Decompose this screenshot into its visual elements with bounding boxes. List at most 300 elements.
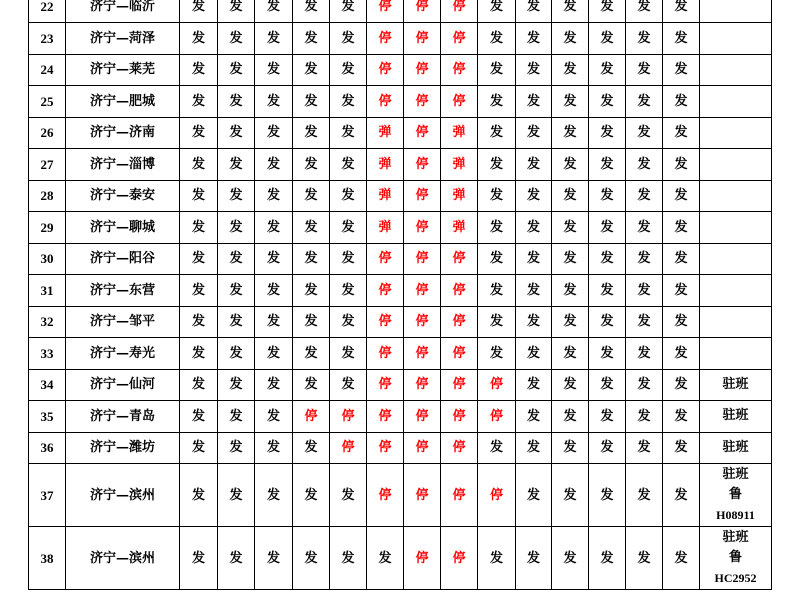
status-cell-depart: 发 [218,0,255,23]
status-cell-depart: 发 [663,243,700,275]
status-cell-stop: 停 [441,527,478,590]
table-row [29,275,772,307]
status-cell-stop: 停 [441,464,478,527]
remark-cell [700,117,772,149]
status-cell-depart: 发 [293,180,330,212]
status-cell-depart: 发 [626,117,663,149]
status-cell-stop: 停 [404,369,441,401]
status-cell-stop: 停 [367,401,404,433]
remark-cell [700,243,772,275]
status-cell-stop: 停 [404,149,441,181]
status-cell-depart: 发 [218,212,255,244]
status-cell-flexible: 弹 [367,149,404,181]
status-cell-depart: 发 [255,54,293,86]
status-cell-depart: 发 [552,0,589,23]
status-cell-depart: 发 [293,149,330,181]
status-cell-depart: 发 [663,432,700,464]
status-cell-depart: 发 [293,117,330,149]
status-cell-depart: 发 [293,54,330,86]
status-cell-depart: 发 [516,306,552,338]
status-cell-depart: 发 [180,527,218,590]
status-cell-depart: 发 [626,338,663,370]
status-cell-stop: 停 [441,86,478,118]
remark-text: 驻班 [722,530,749,545]
plate-prefix: 鲁 [728,487,742,502]
status-cell-flexible: 弹 [367,117,404,149]
status-cell-depart: 发 [218,306,255,338]
status-cell-depart: 发 [552,180,589,212]
status-cell-depart: 发 [589,401,626,433]
status-cell-depart: 发 [626,527,663,590]
table-row [29,369,772,401]
row-number: 23 [29,23,66,55]
remark-cell [700,0,772,23]
status-cell-depart: 发 [516,464,552,527]
status-cell-depart: 发 [663,306,700,338]
status-cell-flexible: 弹 [367,180,404,212]
status-cell-depart: 发 [516,338,552,370]
status-cell-depart: 发 [516,180,552,212]
status-cell-depart: 发 [218,527,255,590]
status-cell-depart: 发 [516,243,552,275]
remark-cell [700,86,772,118]
row-number: 36 [29,432,66,464]
remark-text: 驻班 [722,376,749,392]
status-cell-stop: 停 [404,401,441,433]
status-cell-depart: 发 [330,212,367,244]
route-name: 济宁—阳谷 [66,243,180,275]
remark-cell [700,54,772,86]
status-cell-depart: 发 [552,149,589,181]
route-name: 济宁—泰安 [66,180,180,212]
status-cell-depart: 发 [626,432,663,464]
status-cell-stop: 停 [441,432,478,464]
status-cell-stop: 停 [367,243,404,275]
status-cell-stop: 停 [404,306,441,338]
row-number: 26 [29,117,66,149]
remark-cell [700,306,772,338]
status-cell-depart: 发 [330,527,367,590]
status-cell-stop: 停 [367,464,404,527]
status-cell-depart: 发 [516,54,552,86]
remark-cell [700,527,772,590]
row-number: 29 [29,212,66,244]
status-cell-depart: 发 [293,432,330,464]
status-cell-depart: 发 [180,243,218,275]
status-cell-depart: 发 [478,306,516,338]
route-name: 济宁—滨州 [66,464,180,527]
status-cell-depart: 发 [180,180,218,212]
status-cell-depart: 发 [663,338,700,370]
status-cell-stop: 停 [404,243,441,275]
status-cell-depart: 发 [552,432,589,464]
status-cell-depart: 发 [218,243,255,275]
status-cell-depart: 发 [552,401,589,433]
status-cell-stop: 停 [367,23,404,55]
status-cell-depart: 发 [516,86,552,118]
remark-cell [700,180,772,212]
status-cell-depart: 发 [552,86,589,118]
status-cell-stop: 停 [404,275,441,307]
status-cell-depart: 发 [552,527,589,590]
status-cell-depart: 发 [663,527,700,590]
status-cell-stop: 停 [404,117,441,149]
status-cell-depart: 发 [516,401,552,433]
row-number: 28 [29,180,66,212]
table-row [29,432,772,464]
status-cell-depart: 发 [663,275,700,307]
status-cell-flexible: 弹 [441,149,478,181]
status-cell-depart: 发 [626,54,663,86]
status-cell-depart: 发 [478,275,516,307]
remark-cell [700,401,772,433]
status-cell-depart: 发 [255,527,293,590]
row-number: 38 [29,527,66,590]
status-cell-stop: 停 [478,369,516,401]
status-cell-depart: 发 [589,180,626,212]
route-name: 济宁—莱芜 [66,54,180,86]
status-cell-depart: 发 [626,0,663,23]
status-cell-depart: 发 [255,243,293,275]
status-cell-depart: 发 [478,54,516,86]
status-cell-depart: 发 [589,275,626,307]
status-cell-depart: 发 [478,117,516,149]
status-cell-depart: 发 [330,117,367,149]
status-cell-depart: 发 [478,23,516,55]
status-cell-stop: 停 [404,338,441,370]
route-name: 济宁—寿光 [66,338,180,370]
status-cell-depart: 发 [330,0,367,23]
status-cell-depart: 发 [589,23,626,55]
row-number: 32 [29,306,66,338]
status-cell-depart: 发 [330,369,367,401]
status-cell-depart: 发 [218,149,255,181]
status-cell-depart: 发 [663,464,700,527]
status-cell-depart: 发 [218,369,255,401]
status-cell-depart: 发 [663,149,700,181]
status-cell-depart: 发 [589,149,626,181]
status-cell-depart: 发 [478,0,516,23]
status-cell-depart: 发 [663,369,700,401]
row-number: 34 [29,369,66,401]
status-cell-depart: 发 [552,243,589,275]
status-cell-depart: 发 [589,86,626,118]
status-cell-depart: 发 [255,86,293,118]
status-cell-depart: 发 [330,86,367,118]
status-cell-depart: 发 [255,369,293,401]
status-cell-flexible: 弹 [441,180,478,212]
status-cell-stop: 停 [330,401,367,433]
status-cell-depart: 发 [516,369,552,401]
status-cell-depart: 发 [293,338,330,370]
status-cell-stop: 停 [478,464,516,527]
status-cell-depart: 发 [218,54,255,86]
status-cell-flexible: 弹 [441,212,478,244]
status-cell-depart: 发 [330,243,367,275]
status-cell-depart: 发 [663,23,700,55]
table-row [29,243,772,275]
status-cell-depart: 发 [589,117,626,149]
status-cell-depart: 发 [293,306,330,338]
status-cell-stop: 停 [404,0,441,23]
remark-cell [700,212,772,244]
route-name: 济宁—淄博 [66,149,180,181]
status-cell-depart: 发 [663,212,700,244]
status-cell-depart: 发 [626,243,663,275]
status-cell-depart: 发 [180,369,218,401]
status-cell-depart: 发 [330,149,367,181]
status-cell-depart: 发 [330,54,367,86]
status-cell-depart: 发 [589,338,626,370]
status-cell-depart: 发 [218,275,255,307]
status-cell-flexible: 弹 [441,117,478,149]
status-cell-depart: 发 [589,527,626,590]
status-cell-depart: 发 [330,464,367,527]
status-cell-stop: 停 [441,369,478,401]
status-cell-depart: 发 [516,527,552,590]
status-cell-depart: 发 [218,117,255,149]
status-cell-depart: 发 [180,401,218,433]
status-cell-depart: 发 [180,306,218,338]
status-cell-stop: 停 [367,338,404,370]
status-cell-stop: 停 [404,464,441,527]
status-cell-stop: 停 [441,338,478,370]
status-cell-depart: 发 [180,464,218,527]
status-cell-stop: 停 [367,54,404,86]
status-cell-depart: 发 [180,149,218,181]
status-cell-depart: 发 [516,117,552,149]
status-cell-depart: 发 [293,369,330,401]
status-cell-depart: 发 [589,0,626,23]
row-number: 22 [29,0,66,23]
route-name: 济宁—菏泽 [66,23,180,55]
remark-cell [700,23,772,55]
status-cell-depart: 发 [180,0,218,23]
status-cell-depart: 发 [663,180,700,212]
status-cell-depart: 发 [255,180,293,212]
status-cell-depart: 发 [589,54,626,86]
status-cell-depart: 发 [293,86,330,118]
status-cell-depart: 发 [589,243,626,275]
status-cell-stop: 停 [441,243,478,275]
status-cell-depart: 发 [255,338,293,370]
status-cell-depart: 发 [516,275,552,307]
table-row [29,117,772,149]
status-cell-depart: 发 [552,306,589,338]
remark-cell [700,338,772,370]
status-cell-depart: 发 [218,432,255,464]
status-cell-stop: 停 [441,275,478,307]
status-cell-stop: 停 [367,432,404,464]
table-row [29,86,772,118]
status-cell-stop: 停 [367,306,404,338]
status-cell-depart: 发 [330,275,367,307]
status-cell-depart: 发 [255,275,293,307]
table-row [29,527,772,590]
status-cell-stop: 停 [404,54,441,86]
status-cell-depart: 发 [255,0,293,23]
status-cell-depart: 发 [516,0,552,23]
status-cell-depart: 发 [626,149,663,181]
status-cell-depart: 发 [663,54,700,86]
schedule-table [28,0,772,590]
status-cell-depart: 发 [218,86,255,118]
status-cell-depart: 发 [180,54,218,86]
remark-text: 驻班 [722,439,749,455]
status-cell-stop: 停 [293,401,330,433]
status-cell-stop: 停 [404,86,441,118]
status-cell-depart: 发 [180,86,218,118]
status-cell-depart: 发 [663,401,700,433]
status-cell-depart: 发 [516,212,552,244]
status-cell-depart: 发 [552,212,589,244]
route-name: 济宁—滨州 [66,527,180,590]
status-cell-depart: 发 [293,527,330,590]
status-cell-depart: 发 [255,401,293,433]
status-cell-depart: 发 [293,212,330,244]
status-cell-depart: 发 [180,432,218,464]
table-row [29,306,772,338]
status-cell-depart: 发 [663,117,700,149]
row-number: 31 [29,275,66,307]
status-cell-stop: 停 [367,86,404,118]
table-row [29,401,772,433]
row-number: 25 [29,86,66,118]
table-row [29,149,772,181]
route-name: 济宁—邹平 [66,306,180,338]
status-cell-depart: 发 [626,180,663,212]
row-number: 24 [29,54,66,86]
status-cell-depart: 发 [255,212,293,244]
status-cell-stop: 停 [404,432,441,464]
route-name: 济宁—潍坊 [66,432,180,464]
status-cell-depart: 发 [478,86,516,118]
status-cell-depart: 发 [663,0,700,23]
status-cell-depart: 发 [180,275,218,307]
status-cell-depart: 发 [589,432,626,464]
status-cell-depart: 发 [552,23,589,55]
status-cell-depart: 发 [293,243,330,275]
status-cell-depart: 发 [255,432,293,464]
remark-cell [700,149,772,181]
route-name: 济宁—仙河 [66,369,180,401]
table-row [29,0,772,23]
table-row [29,23,772,55]
remark-cell [700,464,772,527]
remark-text: 驻班 [722,408,749,424]
route-name: 济宁—东营 [66,275,180,307]
status-cell-stop: 停 [404,212,441,244]
table-row [29,338,772,370]
status-cell-depart: 发 [552,54,589,86]
status-cell-depart: 发 [218,401,255,433]
status-cell-depart: 发 [626,369,663,401]
status-cell-depart: 发 [180,212,218,244]
remark-text: 驻班 [722,467,749,482]
row-number: 33 [29,338,66,370]
status-cell-flexible: 弹 [367,212,404,244]
status-cell-depart: 发 [478,243,516,275]
status-cell-stop: 停 [441,0,478,23]
status-cell-depart: 发 [589,464,626,527]
status-cell-depart: 发 [626,464,663,527]
status-cell-depart: 发 [626,401,663,433]
status-cell-depart: 发 [626,212,663,244]
status-cell-depart: 发 [255,306,293,338]
remark-cell [700,275,772,307]
status-cell-depart: 发 [255,149,293,181]
status-cell-depart: 发 [218,180,255,212]
status-cell-depart: 发 [626,86,663,118]
status-cell-depart: 发 [626,275,663,307]
table-row [29,464,772,527]
status-cell-stop: 停 [441,306,478,338]
plate-prefix: 鲁 [728,550,742,565]
status-cell-depart: 发 [516,23,552,55]
schedule-table-body [29,0,772,590]
status-cell-depart: 发 [255,464,293,527]
status-cell-depart: 发 [293,275,330,307]
table-row [29,54,772,86]
status-cell-depart: 发 [478,212,516,244]
status-cell-depart: 发 [180,338,218,370]
status-cell-stop: 停 [441,401,478,433]
route-name: 济宁—青岛 [66,401,180,433]
status-cell-stop: 停 [404,527,441,590]
status-cell-stop: 停 [330,432,367,464]
status-cell-depart: 发 [330,180,367,212]
status-cell-depart: 发 [255,23,293,55]
status-cell-stop: 停 [404,23,441,55]
status-cell-depart: 发 [330,23,367,55]
status-cell-stop: 停 [441,54,478,86]
status-cell-depart: 发 [180,23,218,55]
status-cell-depart: 发 [626,306,663,338]
status-cell-depart: 发 [478,180,516,212]
status-cell-depart: 发 [552,117,589,149]
status-cell-depart: 发 [478,149,516,181]
status-cell-depart: 发 [330,306,367,338]
row-number: 27 [29,149,66,181]
status-cell-depart: 发 [293,0,330,23]
row-number: 30 [29,243,66,275]
row-number: 37 [29,464,66,527]
status-cell-depart: 发 [293,464,330,527]
status-cell-depart: 发 [589,369,626,401]
status-cell-depart: 发 [180,117,218,149]
status-cell-depart: 发 [478,432,516,464]
status-cell-stop: 停 [404,180,441,212]
status-cell-depart: 发 [478,338,516,370]
status-cell-depart: 发 [255,117,293,149]
status-cell-depart: 发 [663,86,700,118]
status-cell-depart: 发 [516,432,552,464]
table-row [29,180,772,212]
row-number: 35 [29,401,66,433]
status-cell-depart: 发 [218,464,255,527]
status-cell-depart: 发 [516,149,552,181]
route-name: 济宁—肥城 [66,86,180,118]
status-cell-depart: 发 [367,527,404,590]
plate-number: HC2952 [714,571,757,585]
route-name: 济宁—济南 [66,117,180,149]
status-cell-depart: 发 [626,23,663,55]
status-cell-stop: 停 [367,369,404,401]
status-cell-depart: 发 [552,464,589,527]
status-cell-depart: 发 [218,23,255,55]
plate-number: H08911 [716,508,755,522]
status-cell-stop: 停 [478,401,516,433]
